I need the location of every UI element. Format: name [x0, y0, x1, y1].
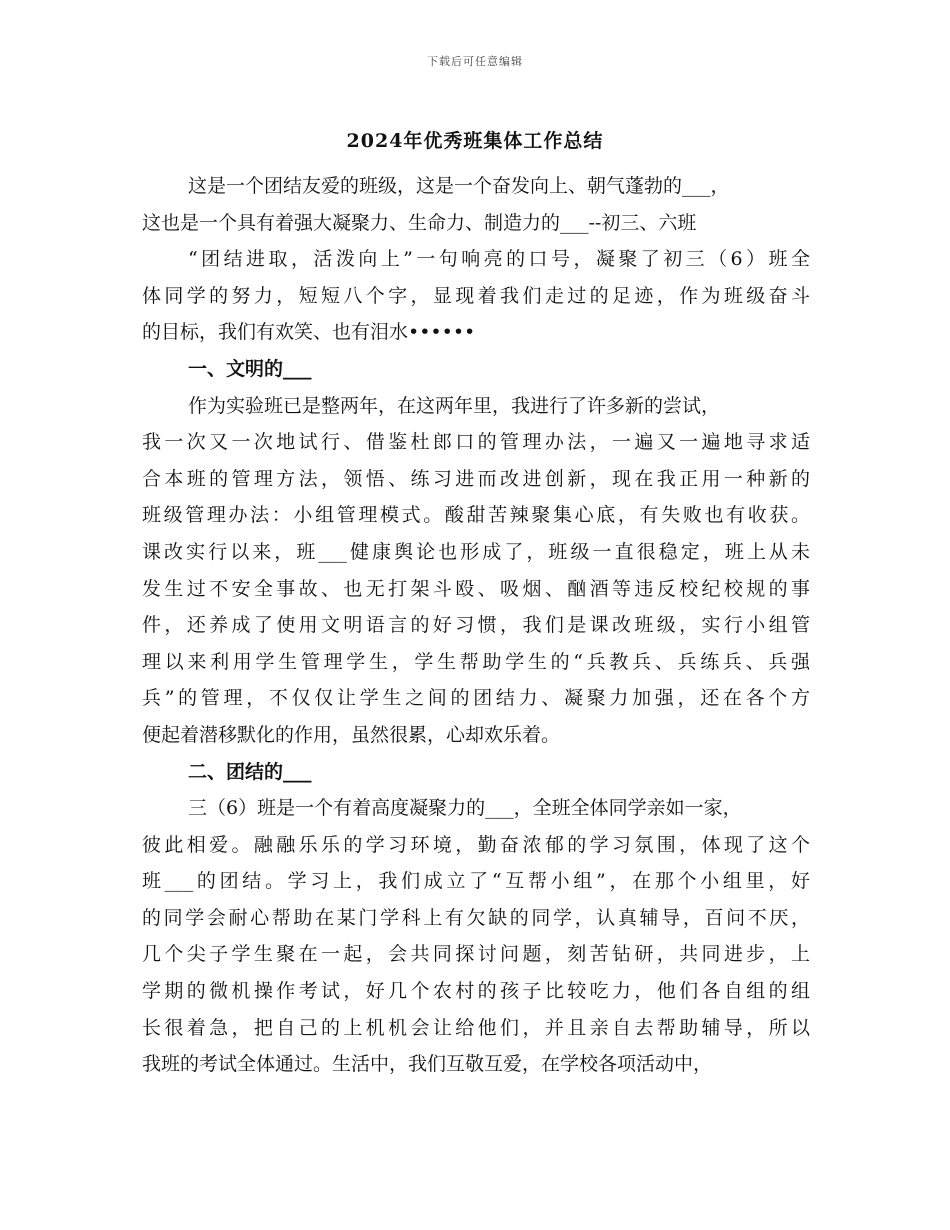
body-text-line: 体同学的努力，短短八个字，显现着我们走过的足迹，作为班级奋斗: [142, 284, 810, 307]
body-text-line: “团结进取，活泼向上”一句响亮的口号，凝聚了初三（6）班全: [188, 248, 810, 271]
body-text-line: 理以来利用学生管理学生，学生帮助学生的“兵教兵、兵练兵、兵强: [142, 650, 810, 673]
body-text-line: 长很着急，把自己的上机机会让给他们，并且亲自去帮助辅导，所以: [142, 1016, 810, 1039]
body-text-line: 合本班的管理方法，领悟、练习进而改进创新，现在我正用一种新的: [142, 467, 810, 490]
body-text-line: 彼此相爱。融融乐乐的学习环境，勤奋浓郁的学习氛围，体现了这个: [142, 833, 810, 856]
body-text-line: 课改实行以来，班___健康舆论也形成了，班级一直很稳定，班上从未: [142, 540, 810, 563]
body-text-line: 这也是一个具有着强大凝聚力、生命力、制造力的___--初三、六班: [142, 211, 697, 234]
body-text-line: 我班的考试全体通过。生活中，我们互敬互爱，在学校各项活动中，: [142, 1053, 713, 1076]
body-text-line: 学期的微机操作考试，好几个农村的孩子比较吃力，他们各自组的组: [142, 980, 810, 1003]
page-header-note: 下载后可任意编辑: [427, 55, 523, 68]
body-text-line: 作为实验班已是整两年，在这两年里，我进行了许多新的尝试，: [188, 394, 721, 417]
body-text-line: 的目标，我们有欢笑、也有泪水••••••: [142, 321, 476, 344]
body-text-line: 我一次又一次地试行、借鉴杜郎口的管理办法，一遍又一遍地寻求适: [142, 431, 810, 454]
body-text-line: 班级管理办法：小组管理模式。酸甜苦辣聚集心底，有失败也有收获。: [142, 504, 810, 527]
body-text-line: 便起着潜移默化的作用，虽然很累，心却欢乐着。: [142, 723, 561, 746]
body-text-line: 件，还养成了使用文明语言的好习惯，我们是课改班级，实行小组管: [142, 614, 810, 637]
body-text-line: 发生过不安全事故、也无打架斗殴、吸烟、酗酒等违反校纪校规的事: [142, 577, 810, 600]
section-heading: 二、团结的___: [188, 760, 312, 783]
document-title: 2024年优秀班集体工作总结: [346, 130, 604, 152]
body-text-line: 兵”的管理，不仅仅让学生之间的团结力、凝聚力加强，还在各个方: [142, 687, 810, 710]
section-heading: 一、文明的___: [188, 357, 312, 380]
body-text-line: 班___的团结。学习上，我们成立了“互帮小组”，在那个小组里，好: [142, 870, 810, 893]
body-text-line: 的同学会耐心帮助在某门学科上有欠缺的同学，认真辅导，百问不厌，: [142, 906, 810, 929]
document-body: [142, 168, 810, 1083]
body-text-line: 几个尖子学生聚在一起，会共同探讨问题，刻苦钻研，共同进步，上: [142, 943, 810, 966]
body-text-line: 三（6）班是一个有着高度凝聚力的___，全班全体同学亲如一家，: [188, 797, 742, 820]
body-text-line: 这是一个团结友爱的班级，这是一个奋发向上、朝气蓬勃的___，: [188, 175, 730, 197]
